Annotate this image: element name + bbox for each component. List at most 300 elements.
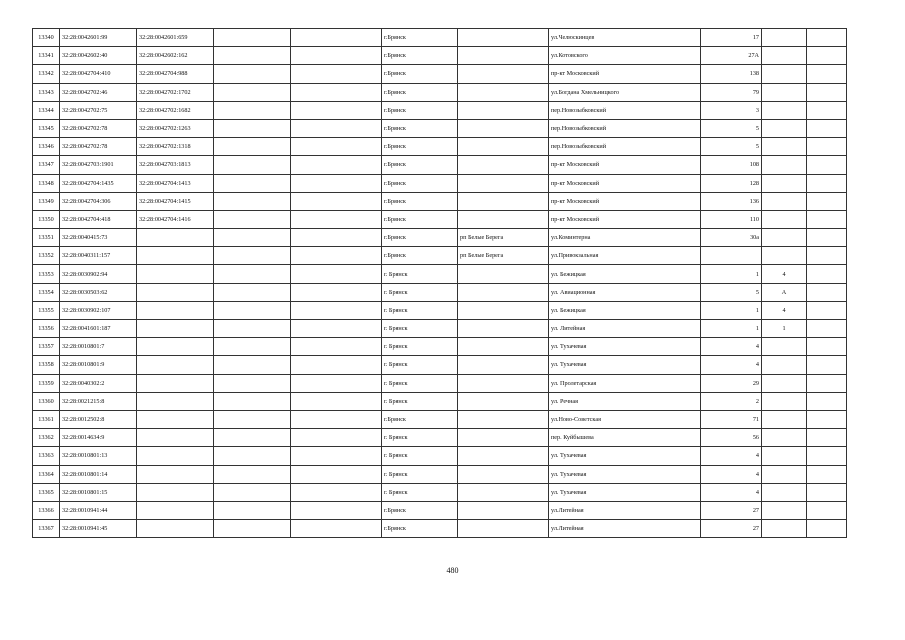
empty-cell bbox=[214, 156, 291, 174]
empty-cell bbox=[807, 156, 847, 174]
empty-cell bbox=[214, 247, 291, 265]
street-cell: ул. Литейная bbox=[549, 320, 701, 338]
empty-cell bbox=[807, 429, 847, 447]
building-cell bbox=[762, 501, 807, 519]
parent-cadastral-cell bbox=[137, 483, 214, 501]
building-cell bbox=[762, 374, 807, 392]
city-cell: г. Брянск bbox=[382, 447, 458, 465]
table-row bbox=[33, 247, 847, 265]
street-cell: ул. Авиационная bbox=[549, 283, 701, 301]
empty-cell bbox=[214, 265, 291, 283]
empty-cell bbox=[291, 501, 382, 519]
record-number-cell: 13358 bbox=[33, 356, 60, 374]
building-cell bbox=[762, 138, 807, 156]
building-cell bbox=[762, 520, 807, 538]
street-cell: пр-кт Московский bbox=[549, 156, 701, 174]
city-cell: г.Брянск bbox=[382, 65, 458, 83]
empty-cell bbox=[291, 192, 382, 210]
settlement-cell bbox=[458, 192, 549, 210]
city-cell: г.Брянск bbox=[382, 156, 458, 174]
record-number-cell: 13363 bbox=[33, 447, 60, 465]
cadastral-number-cell: 32:28:0042704:1435 bbox=[60, 174, 137, 192]
record-number-cell: 13361 bbox=[33, 410, 60, 428]
city-cell: г.Брянск bbox=[382, 247, 458, 265]
table-row bbox=[33, 156, 847, 174]
street-cell: пер. Куйбышева bbox=[549, 429, 701, 447]
street-cell: ул. Речная bbox=[549, 392, 701, 410]
record-number-cell: 13360 bbox=[33, 392, 60, 410]
table-row bbox=[33, 429, 847, 447]
table-row bbox=[33, 65, 847, 83]
house-number-cell: 5 bbox=[701, 119, 762, 137]
page-number: 480 bbox=[446, 566, 459, 575]
building-cell bbox=[762, 174, 807, 192]
empty-cell bbox=[807, 229, 847, 247]
street-cell: ул. Тухачевая bbox=[549, 465, 701, 483]
empty-cell bbox=[291, 29, 382, 47]
settlement-cell bbox=[458, 301, 549, 319]
parent-cadastral-cell bbox=[137, 356, 214, 374]
settlement-cell bbox=[458, 101, 549, 119]
empty-cell bbox=[214, 65, 291, 83]
settlement-cell bbox=[458, 283, 549, 301]
city-cell: г. Брянск bbox=[382, 429, 458, 447]
empty-cell bbox=[807, 520, 847, 538]
building-cell bbox=[762, 410, 807, 428]
cadastral-number-cell: 32:28:0042704:418 bbox=[60, 210, 137, 228]
table-row bbox=[33, 374, 847, 392]
empty-cell bbox=[214, 520, 291, 538]
empty-cell bbox=[807, 301, 847, 319]
record-number-cell: 13345 bbox=[33, 119, 60, 137]
parent-cadastral-cell: 32:28:0042702:1263 bbox=[137, 119, 214, 137]
parent-cadastral-cell bbox=[137, 465, 214, 483]
registry-body bbox=[33, 29, 847, 538]
empty-cell bbox=[291, 356, 382, 374]
empty-cell bbox=[291, 210, 382, 228]
house-number-cell: 1 bbox=[701, 320, 762, 338]
empty-cell bbox=[807, 465, 847, 483]
parent-cadastral-cell bbox=[137, 301, 214, 319]
city-cell: г.Брянск bbox=[382, 83, 458, 101]
house-number-cell: 4 bbox=[701, 483, 762, 501]
table-row bbox=[33, 501, 847, 519]
cadastral-number-cell: 32:28:0010941:44 bbox=[60, 501, 137, 519]
empty-cell bbox=[214, 174, 291, 192]
empty-cell bbox=[807, 29, 847, 47]
settlement-cell bbox=[458, 392, 549, 410]
empty-cell bbox=[807, 374, 847, 392]
cadastral-number-cell: 32:28:0042703:1901 bbox=[60, 156, 137, 174]
cadastral-number-cell: 32:28:0030902:94 bbox=[60, 265, 137, 283]
table-row bbox=[33, 101, 847, 119]
city-cell: г. Брянск bbox=[382, 320, 458, 338]
record-number-cell: 13351 bbox=[33, 229, 60, 247]
settlement-cell bbox=[458, 501, 549, 519]
street-cell: пр-кт Московский bbox=[549, 192, 701, 210]
house-number-cell: 29 bbox=[701, 374, 762, 392]
record-number-cell: 13348 bbox=[33, 174, 60, 192]
table-row bbox=[33, 83, 847, 101]
cadastral-number-cell: 32:28:0040302:2 bbox=[60, 374, 137, 392]
record-number-cell: 13364 bbox=[33, 465, 60, 483]
house-number-cell: 5 bbox=[701, 138, 762, 156]
cadastral-number-cell: 32:28:0030902:107 bbox=[60, 301, 137, 319]
house-number-cell: 4 bbox=[701, 356, 762, 374]
empty-cell bbox=[807, 83, 847, 101]
empty-cell bbox=[807, 192, 847, 210]
building-cell bbox=[762, 156, 807, 174]
street-cell: ул. Тухачевая bbox=[549, 338, 701, 356]
record-number-cell: 13346 bbox=[33, 138, 60, 156]
empty-cell bbox=[214, 101, 291, 119]
parent-cadastral-cell bbox=[137, 320, 214, 338]
record-number-cell: 13343 bbox=[33, 83, 60, 101]
parent-cadastral-cell bbox=[137, 392, 214, 410]
parent-cadastral-cell bbox=[137, 429, 214, 447]
house-number-cell: 110 bbox=[701, 210, 762, 228]
city-cell: г. Брянск bbox=[382, 374, 458, 392]
empty-cell bbox=[807, 356, 847, 374]
empty-cell bbox=[291, 465, 382, 483]
street-cell: пр-кт Московский bbox=[549, 174, 701, 192]
empty-cell bbox=[807, 483, 847, 501]
empty-cell bbox=[214, 320, 291, 338]
empty-cell bbox=[807, 101, 847, 119]
house-number-cell: 27 bbox=[701, 501, 762, 519]
parent-cadastral-cell bbox=[137, 410, 214, 428]
parent-cadastral-cell bbox=[137, 520, 214, 538]
settlement-cell bbox=[458, 320, 549, 338]
building-cell bbox=[762, 483, 807, 501]
house-number-cell: 27 bbox=[701, 520, 762, 538]
record-number-cell: 13359 bbox=[33, 374, 60, 392]
empty-cell bbox=[291, 520, 382, 538]
empty-cell bbox=[807, 138, 847, 156]
building-cell bbox=[762, 429, 807, 447]
settlement-cell bbox=[458, 138, 549, 156]
street-cell: пр-кт Московский bbox=[549, 210, 701, 228]
table-row bbox=[33, 210, 847, 228]
house-number-cell: 4 bbox=[701, 338, 762, 356]
house-number-cell: 30а bbox=[701, 229, 762, 247]
settlement-cell bbox=[458, 210, 549, 228]
empty-cell bbox=[291, 174, 382, 192]
table-row bbox=[33, 465, 847, 483]
table-row bbox=[33, 338, 847, 356]
empty-cell bbox=[807, 174, 847, 192]
house-number-cell: 1 bbox=[701, 301, 762, 319]
table-row bbox=[33, 483, 847, 501]
house-number-cell: 5 bbox=[701, 283, 762, 301]
empty-cell bbox=[291, 156, 382, 174]
building-cell bbox=[762, 119, 807, 137]
empty-cell bbox=[291, 283, 382, 301]
cadastral-number-cell: 32:28:0042704:410 bbox=[60, 65, 137, 83]
record-number-cell: 13350 bbox=[33, 210, 60, 228]
table-row bbox=[33, 29, 847, 47]
empty-cell bbox=[291, 119, 382, 137]
building-cell bbox=[762, 192, 807, 210]
parent-cadastral-cell: 32:28:0042702:1682 bbox=[137, 101, 214, 119]
record-number-cell: 13354 bbox=[33, 283, 60, 301]
empty-cell bbox=[291, 374, 382, 392]
building-cell bbox=[762, 247, 807, 265]
table-row bbox=[33, 138, 847, 156]
record-number-cell: 13349 bbox=[33, 192, 60, 210]
building-cell: 4 bbox=[762, 301, 807, 319]
street-cell: ул. Тухачевая bbox=[549, 483, 701, 501]
settlement-cell: рп Белые Берега bbox=[458, 247, 549, 265]
empty-cell bbox=[214, 501, 291, 519]
empty-cell bbox=[214, 119, 291, 137]
empty-cell bbox=[291, 429, 382, 447]
street-cell: ул.Привокзальная bbox=[549, 247, 701, 265]
record-number-cell: 13353 bbox=[33, 265, 60, 283]
settlement-cell bbox=[458, 65, 549, 83]
city-cell: г.Брянск bbox=[382, 210, 458, 228]
empty-cell bbox=[214, 301, 291, 319]
empty-cell bbox=[291, 101, 382, 119]
house-number-cell: 138 bbox=[701, 65, 762, 83]
record-number-cell: 13365 bbox=[33, 483, 60, 501]
settlement-cell bbox=[458, 29, 549, 47]
empty-cell bbox=[214, 229, 291, 247]
settlement-cell bbox=[458, 483, 549, 501]
building-cell bbox=[762, 338, 807, 356]
parent-cadastral-cell bbox=[137, 338, 214, 356]
building-cell bbox=[762, 47, 807, 65]
building-cell bbox=[762, 65, 807, 83]
street-cell: ул. Бежицкая bbox=[549, 301, 701, 319]
cadastral-number-cell: 32:28:0021215:8 bbox=[60, 392, 137, 410]
cadastral-number-cell: 32:28:0042702:78 bbox=[60, 119, 137, 137]
city-cell: г. Брянск bbox=[382, 265, 458, 283]
empty-cell bbox=[291, 229, 382, 247]
table-row bbox=[33, 174, 847, 192]
building-cell bbox=[762, 29, 807, 47]
record-number-cell: 13344 bbox=[33, 101, 60, 119]
settlement-cell bbox=[458, 47, 549, 65]
empty-cell bbox=[807, 283, 847, 301]
record-number-cell: 13355 bbox=[33, 301, 60, 319]
empty-cell bbox=[214, 483, 291, 501]
table-row bbox=[33, 356, 847, 374]
empty-cell bbox=[214, 356, 291, 374]
city-cell: г.Брянск bbox=[382, 101, 458, 119]
empty-cell bbox=[291, 483, 382, 501]
cadastral-number-cell: 32:28:0042702:75 bbox=[60, 101, 137, 119]
city-cell: г.Брянск bbox=[382, 410, 458, 428]
empty-cell bbox=[291, 338, 382, 356]
empty-cell bbox=[291, 138, 382, 156]
cadastral-number-cell: 32:28:0010801:13 bbox=[60, 447, 137, 465]
registry-table bbox=[32, 28, 847, 538]
city-cell: г. Брянск bbox=[382, 301, 458, 319]
empty-cell bbox=[807, 392, 847, 410]
house-number-cell: 2 bbox=[701, 392, 762, 410]
street-cell: ул.Богдана Хмельницкого bbox=[549, 83, 701, 101]
parent-cadastral-cell: 32:28:0042704:988 bbox=[137, 65, 214, 83]
street-cell: ул. Бежицкая bbox=[549, 265, 701, 283]
street-cell: пер.Новозыбковский bbox=[549, 119, 701, 137]
settlement-cell bbox=[458, 447, 549, 465]
settlement-cell bbox=[458, 429, 549, 447]
empty-cell bbox=[214, 447, 291, 465]
parent-cadastral-cell: 32:28:0042702:1702 bbox=[137, 83, 214, 101]
table-row bbox=[33, 301, 847, 319]
parent-cadastral-cell: 32:28:0042702:1318 bbox=[137, 138, 214, 156]
record-number-cell: 13366 bbox=[33, 501, 60, 519]
building-cell: А bbox=[762, 283, 807, 301]
city-cell: г. Брянск bbox=[382, 392, 458, 410]
empty-cell bbox=[291, 265, 382, 283]
city-cell: г.Брянск bbox=[382, 501, 458, 519]
empty-cell bbox=[807, 247, 847, 265]
empty-cell bbox=[291, 83, 382, 101]
parent-cadastral-cell bbox=[137, 283, 214, 301]
table-row bbox=[33, 447, 847, 465]
building-cell bbox=[762, 101, 807, 119]
cadastral-number-cell: 32:28:0042704:306 bbox=[60, 192, 137, 210]
parent-cadastral-cell bbox=[137, 229, 214, 247]
empty-cell bbox=[807, 210, 847, 228]
parent-cadastral-cell: 32:28:0042601:659 bbox=[137, 29, 214, 47]
parent-cadastral-cell bbox=[137, 447, 214, 465]
empty-cell bbox=[807, 65, 847, 83]
cadastral-number-cell: 32:28:0010801:9 bbox=[60, 356, 137, 374]
city-cell: г.Брянск bbox=[382, 520, 458, 538]
house-number-cell: 27А bbox=[701, 47, 762, 65]
city-cell: г.Брянск bbox=[382, 192, 458, 210]
cadastral-number-cell: 32:28:0042601:99 bbox=[60, 29, 137, 47]
table-row bbox=[33, 520, 847, 538]
house-number-cell: 128 bbox=[701, 174, 762, 192]
record-number-cell: 13341 bbox=[33, 47, 60, 65]
empty-cell bbox=[214, 47, 291, 65]
street-cell: ул.Литейная bbox=[549, 520, 701, 538]
parent-cadastral-cell: 32:28:0042704:1415 bbox=[137, 192, 214, 210]
street-cell: пер.Новозыбковский bbox=[549, 101, 701, 119]
cadastral-number-cell: 32:28:0010801:14 bbox=[60, 465, 137, 483]
house-number-cell: 1 bbox=[701, 265, 762, 283]
city-cell: г.Брянск bbox=[382, 174, 458, 192]
settlement-cell bbox=[458, 156, 549, 174]
city-cell: г.Брянск bbox=[382, 29, 458, 47]
settlement-cell bbox=[458, 410, 549, 428]
record-number-cell: 13352 bbox=[33, 247, 60, 265]
record-number-cell: 13356 bbox=[33, 320, 60, 338]
empty-cell bbox=[807, 338, 847, 356]
cadastral-number-cell: 32:28:0042702:78 bbox=[60, 138, 137, 156]
house-number-cell: 108 bbox=[701, 156, 762, 174]
registry-sheet bbox=[32, 28, 847, 538]
empty-cell bbox=[291, 65, 382, 83]
parent-cadastral-cell: 32:28:0042704:1416 bbox=[137, 210, 214, 228]
street-cell: ул.Челюскинцев bbox=[549, 29, 701, 47]
parent-cadastral-cell: 32:28:0042602:162 bbox=[137, 47, 214, 65]
parent-cadastral-cell bbox=[137, 374, 214, 392]
table-row bbox=[33, 119, 847, 137]
table-row bbox=[33, 392, 847, 410]
settlement-cell bbox=[458, 265, 549, 283]
street-cell: ул.Литейная bbox=[549, 501, 701, 519]
settlement-cell bbox=[458, 356, 549, 374]
building-cell: 4 bbox=[762, 265, 807, 283]
empty-cell bbox=[291, 47, 382, 65]
house-number-cell: 136 bbox=[701, 192, 762, 210]
house-number-cell: 3 bbox=[701, 101, 762, 119]
parent-cadastral-cell: 32:28:0042704:1413 bbox=[137, 174, 214, 192]
empty-cell bbox=[214, 138, 291, 156]
house-number-cell: 56 bbox=[701, 429, 762, 447]
cadastral-number-cell: 32:28:0010801:7 bbox=[60, 338, 137, 356]
empty-cell bbox=[291, 301, 382, 319]
empty-cell bbox=[214, 283, 291, 301]
cadastral-number-cell: 32:28:0010801:15 bbox=[60, 483, 137, 501]
cadastral-number-cell: 32:28:0041601:187 bbox=[60, 320, 137, 338]
street-cell: ул. Тухачевая bbox=[549, 447, 701, 465]
table-row bbox=[33, 320, 847, 338]
empty-cell bbox=[214, 338, 291, 356]
house-number-cell bbox=[701, 247, 762, 265]
settlement-cell bbox=[458, 374, 549, 392]
parent-cadastral-cell bbox=[137, 247, 214, 265]
building-cell bbox=[762, 83, 807, 101]
settlement-cell: рп Белые Берега bbox=[458, 229, 549, 247]
settlement-cell bbox=[458, 83, 549, 101]
settlement-cell bbox=[458, 119, 549, 137]
empty-cell bbox=[807, 447, 847, 465]
record-number-cell: 13362 bbox=[33, 429, 60, 447]
cadastral-number-cell: 32:28:0014634:9 bbox=[60, 429, 137, 447]
empty-cell bbox=[214, 83, 291, 101]
city-cell: г.Брянск bbox=[382, 119, 458, 137]
table-row bbox=[33, 410, 847, 428]
city-cell: г.Брянск bbox=[382, 138, 458, 156]
house-number-cell: 4 bbox=[701, 465, 762, 483]
city-cell: г. Брянск bbox=[382, 465, 458, 483]
cadastral-number-cell: 32:28:0042602:40 bbox=[60, 47, 137, 65]
record-number-cell: 13340 bbox=[33, 29, 60, 47]
building-cell bbox=[762, 465, 807, 483]
building-cell bbox=[762, 356, 807, 374]
empty-cell bbox=[214, 410, 291, 428]
city-cell: г. Брянск bbox=[382, 356, 458, 374]
empty-cell bbox=[291, 410, 382, 428]
record-number-cell: 13347 bbox=[33, 156, 60, 174]
empty-cell bbox=[214, 429, 291, 447]
cadastral-number-cell: 32:28:0012502:8 bbox=[60, 410, 137, 428]
street-cell: ул.Ново-Советская bbox=[549, 410, 701, 428]
cadastral-number-cell: 32:28:0042702:46 bbox=[60, 83, 137, 101]
empty-cell bbox=[214, 465, 291, 483]
table-row bbox=[33, 283, 847, 301]
empty-cell bbox=[291, 447, 382, 465]
house-number-cell: 71 bbox=[701, 410, 762, 428]
empty-cell bbox=[291, 320, 382, 338]
parent-cadastral-cell bbox=[137, 501, 214, 519]
street-cell: ул.Коминтерна bbox=[549, 229, 701, 247]
building-cell bbox=[762, 229, 807, 247]
empty-cell bbox=[807, 47, 847, 65]
record-number-cell: 13367 bbox=[33, 520, 60, 538]
street-cell: пер.Новозыбковский bbox=[549, 138, 701, 156]
building-cell: 1 bbox=[762, 320, 807, 338]
street-cell: пр-кт Московский bbox=[549, 65, 701, 83]
settlement-cell bbox=[458, 338, 549, 356]
settlement-cell bbox=[458, 465, 549, 483]
